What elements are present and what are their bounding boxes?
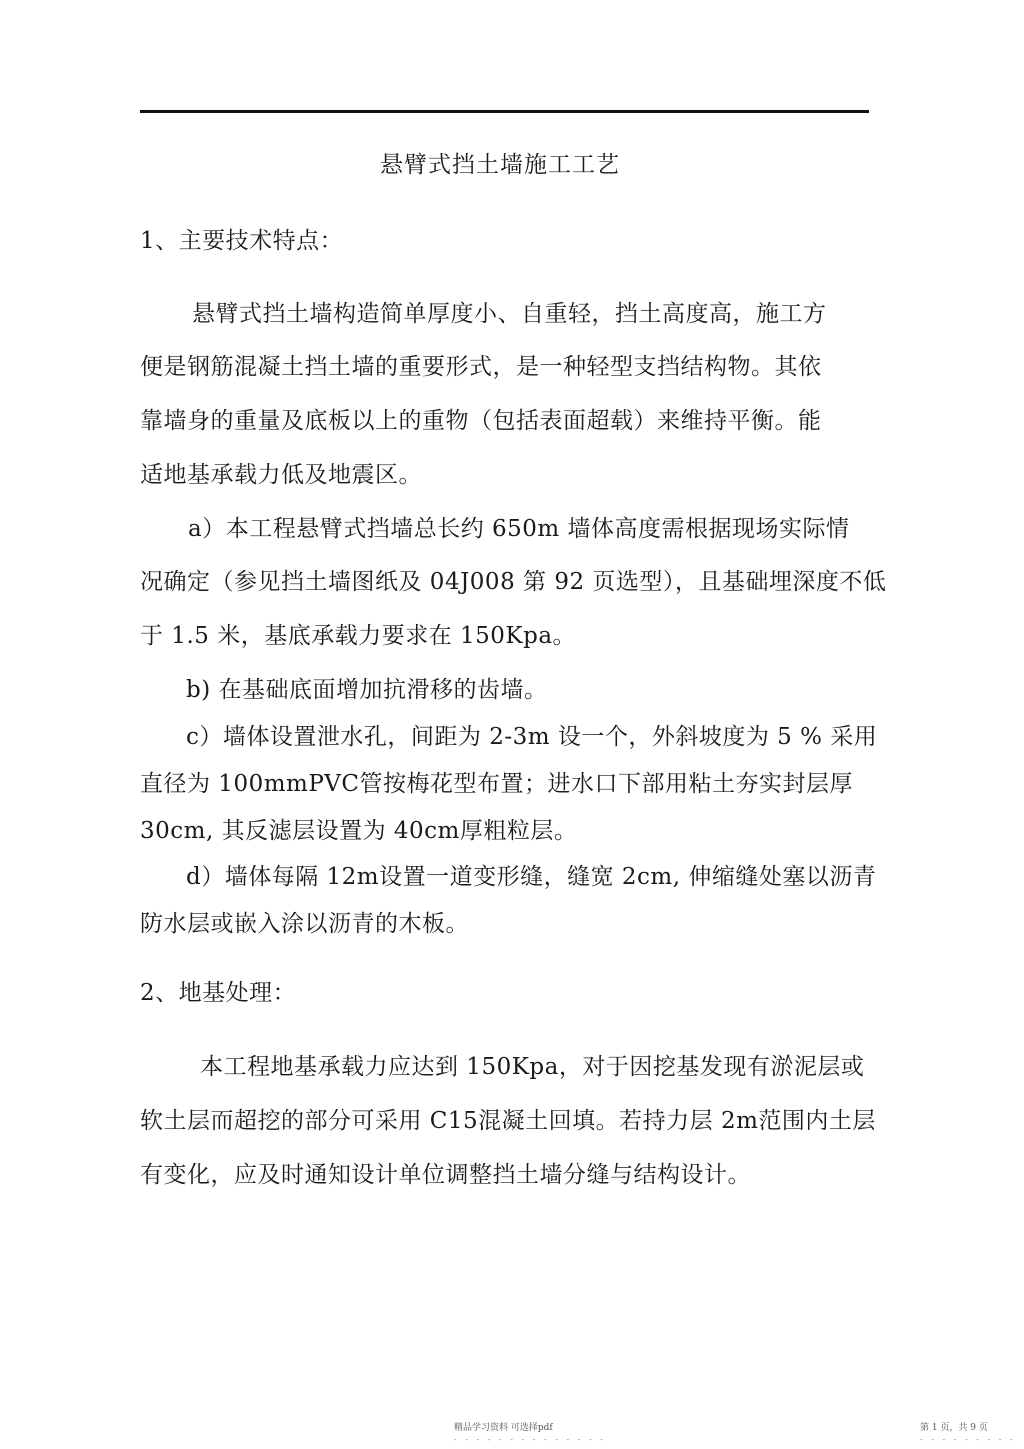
- item-a-line-1: a）本工程悬臂式挡墙总长约 650m 墙体高度需根据现场实际情: [188, 516, 850, 542]
- paragraph-1-line-3: 靠墙身的重量及底板以上的重物（包括表面超载）来维持平衡。能: [140, 408, 822, 434]
- section-heading-1: 1、主要技术特点：: [140, 228, 344, 254]
- paragraph-2-line-3: 有变化，应及时通知设计单位调整挡土墙分缝与结构设计。: [140, 1162, 751, 1188]
- paragraph-1-line-4: 适地基承载力低及地震区。: [140, 462, 422, 488]
- footer-left-dashes: - - - - - - - - - - - - - -: [454, 1435, 606, 1444]
- item-c-line-1: c）墙体设置泄水孔，间距为 2-3m 设一个，外斜坡度为 5 % 采用: [186, 724, 878, 750]
- footer-left: [454, 1420, 606, 1444]
- paragraph-1-line-2: 便是钢筋混凝土挡土墙的重要形式，是一种轻型支挡结构物。其依: [140, 354, 822, 380]
- paragraph-1-line-1: 悬臂式挡土墙构造简单厚度小、自重轻，挡土高度高，施工方: [192, 301, 827, 327]
- paragraph-2-line-2: 软土层而超挖的部分可采用 C15混凝土回填。若持力层 2m范围内土层: [140, 1108, 876, 1134]
- item-c-line-2: 直径为 100mmPVC管按梅花型布置；进水口下部用粘土夯实封层厚: [140, 771, 854, 797]
- footer-page-number: [920, 1420, 1016, 1444]
- paragraph-2-line-1: 本工程地基承载力应达到 150Kpa，对于因挖基发现有淤泥层或: [200, 1054, 865, 1080]
- section-heading-2: 2、地基处理：: [140, 980, 297, 1006]
- header-rule: [140, 110, 869, 113]
- document-title: 悬臂式挡土墙施工工艺: [380, 152, 620, 178]
- item-b-line: b) 在基础底面增加抗滑移的齿墙。: [186, 677, 548, 703]
- item-c-line-3: 30cm, 其反滤层设置为 40cm厚粗粒层。: [140, 818, 578, 844]
- footer-left-text: 精品学习资料 可选择pdf: [454, 1423, 553, 1433]
- item-a-line-2: 况确定（参见挡土墙图纸及 04J008 第 92 页选型），且基础埋深度不低: [140, 569, 887, 595]
- item-d-line-2: 防水层或嵌入涂以沥青的木板。: [140, 911, 469, 937]
- item-a-line-3: 于 1.5 米，基底承载力要求在 150Kpa。: [140, 623, 577, 649]
- footer-right-dashes: - - - - - - - - -: [920, 1435, 1016, 1444]
- footer-page-text: 第 1 页，共 9 页: [920, 1423, 988, 1433]
- item-d-line-1: d）墙体每隔 12m设置一道变形缝，缝宽 2cm, 伸缩缝处塞以沥青: [186, 864, 877, 890]
